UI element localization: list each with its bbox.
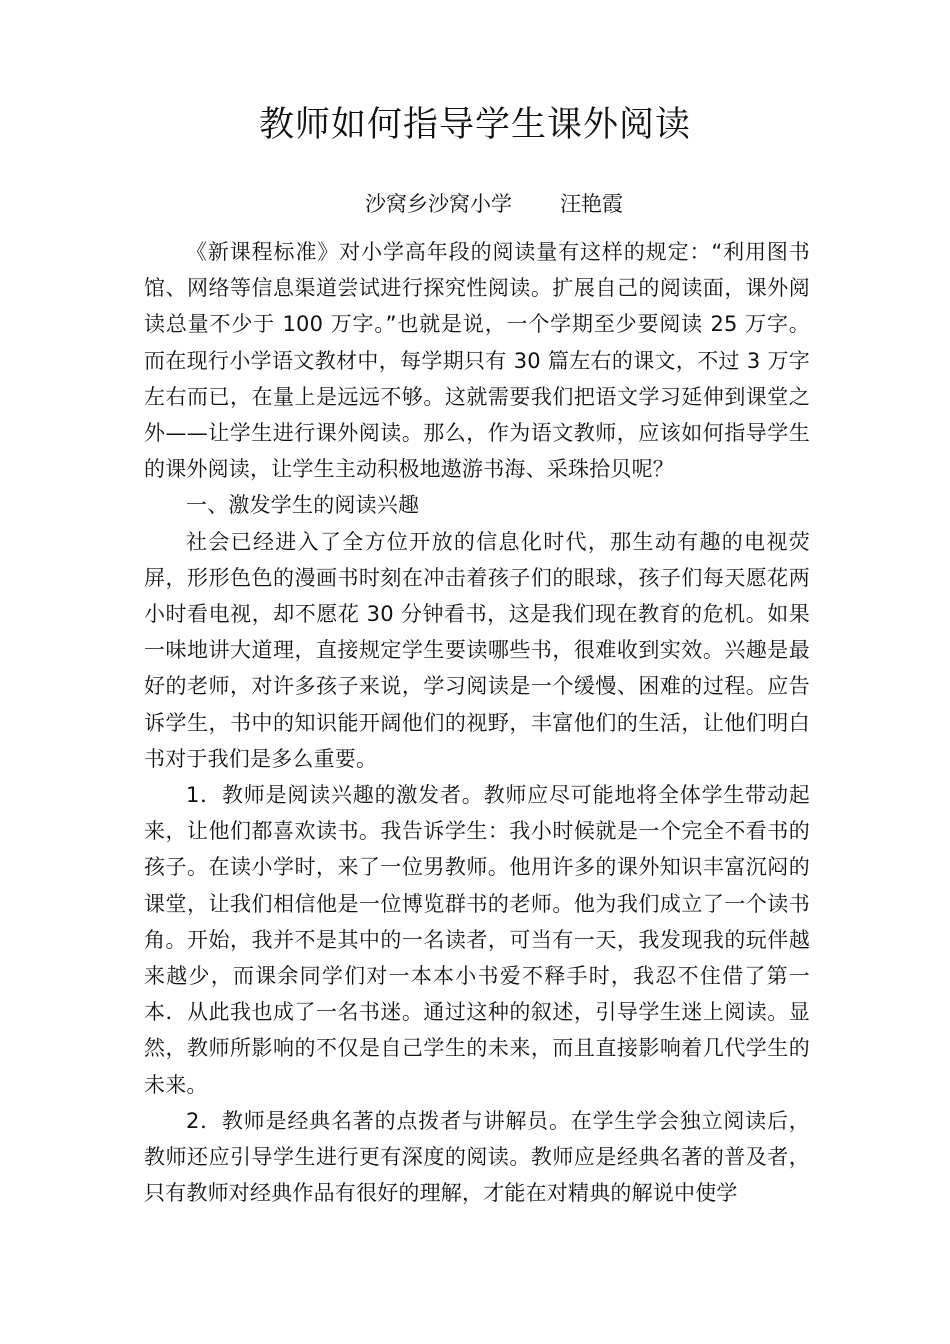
- paragraph: 社会已经进入了全方位开放的信息化时代，那生动有趣的电视荧屏，形形色色的漫画书时刻在冲击着孩子们的眼球，孩子们每天愿花两小时看电视，却不愿花 30 分钟看书，这是我们现在教育的危机。如果一味地讲大道理，直接规定学生要读哪些书，很难收到实效。兴趣是最好的老师，对许多孩子来说，学习阅读是一个缓慢、困难的过程。应告诉学生，书中的知识能开阔他们的视野，丰富他们的生活，让他们明白书对于我们是多么重要。: [144, 529, 810, 771]
- document-title: 教师如何指导学生课外阅读: [258, 105, 691, 145]
- paragraph: 1．教师是阅读兴趣的激发者。教师应尽可能地将全体学生带动起来，让他们都喜欢读书。我告诉学生：我小时候就是一个完全不看书的孩子。在读小学时，来了一位男教师。他用许多的课外知识丰富沉闷的课堂，让我们相信他是一位博览群书的老师。他为我们成立了一个读书角。开始，我并不是其中的一名读者，可当有一天，我发现我的玩伴越来越少，而课余同学们对一本本小书爱不释手时，我忍不住借了第一本．从此我也成了一名书迷。通过这种的叙述，引导学生迷上阅读。显然，教师所影响的不仅是自己学生的未来，而且直接影响着几代学生的未来。: [144, 783, 810, 1097]
- paragraph: 2．教师是经典名著的点拨者与讲解员。在学生学会独立阅读后，教师还应引导学生进行更有深度的阅读。教师应是经典名著的普及者，只有教师对经典作品有很好的理解，才能在对精典的解说中使学: [144, 1108, 810, 1206]
- author-name: 汪艳霞: [560, 192, 623, 216]
- paragraph-intro: 《新课程标准》对小学高年段的阅读量有这样的规定：“利用图书馆、网络等信息渠道尝试进行探究性阅读。扩展自己的阅读面，课外阅读总量不少于 100 万字。”也就是说，一个学期至少要阅读 25 万字。而在现行小学语文教材中，每学期只有 30 篇左右的课文，不过 3 万字左右而已，在量上是远远不够。这就需要我们把语文学习延伸到课堂之外——让学生进行课外阅读。那么，作为语文教师，应该如何指导学生的课外阅读，让学生主动积极地遨游书海、采珠拾贝呢？: [144, 240, 810, 482]
- section-heading: 一、激发学生的阅读兴趣: [186, 493, 420, 518]
- document-body: [144, 234, 810, 1211]
- school-name: 沙窝乡沙窝小学: [365, 192, 512, 216]
- author-line: [365, 188, 623, 220]
